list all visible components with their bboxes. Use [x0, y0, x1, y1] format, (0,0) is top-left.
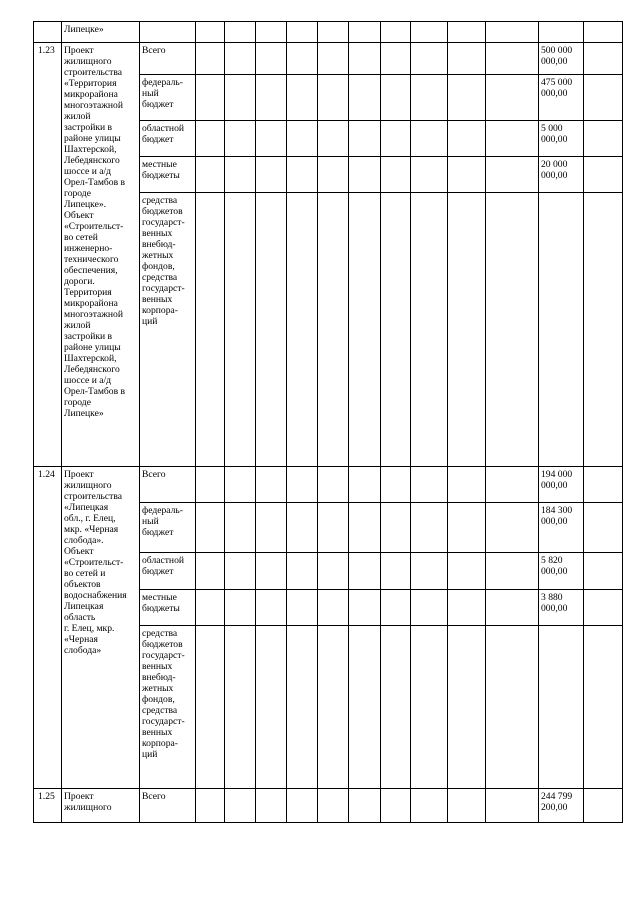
- project-cell: Проект жилищного: [62, 789, 140, 823]
- empty-cell: [349, 626, 381, 789]
- empty-cell: [318, 75, 349, 121]
- project-cell: Проект жилищного строительства «Липецкая обл., г. Елец, мкр. «Черная слобода». Объект «Строительст- во сетей и объектов водоснабжения Липецкая область г. Елец, мкр. «Черная слобода»: [62, 467, 140, 789]
- empty-cell: [486, 626, 539, 789]
- empty-cell: [318, 503, 349, 553]
- funding-source-cell: областной бюджет: [140, 121, 196, 157]
- empty-cell: [411, 75, 448, 121]
- empty-cell: [318, 789, 349, 823]
- empty-cell: [256, 467, 287, 503]
- empty-cell: [196, 43, 225, 75]
- empty-cell: [584, 43, 623, 75]
- empty-cell: [256, 43, 287, 75]
- empty-cell: [349, 75, 381, 121]
- empty-cell: [225, 121, 256, 157]
- empty-cell: [256, 553, 287, 590]
- empty-cell: [448, 626, 486, 789]
- table-row: [34, 22, 623, 43]
- funding-source-cell: средства бюджетов государст- венных внебюд- жетных фондов, средства государст- венных корпора- ций: [140, 626, 196, 789]
- empty-cell: [584, 467, 623, 503]
- empty-cell: [411, 789, 448, 823]
- empty-cell: [381, 553, 411, 590]
- empty-cell: [448, 503, 486, 553]
- funding-source-cell: местные бюджеты: [140, 157, 196, 193]
- empty-cell: [196, 553, 225, 590]
- empty-cell: [318, 626, 349, 789]
- empty-cell: [584, 626, 623, 789]
- empty-cell: [349, 157, 381, 193]
- project-cell: Проект жилищного строительства «Территория микрорайона многоэтажной жилой застройки в районе улицы Шахтерской, Лебедянского шоссе и а/д Орел-Тамбов в городе Липецке». Объект «Строительст- во сетей инженерно- технического обеспечения, дороги. Территория микрорайона многоэтажной жилой застройки в районе улицы Шахтерской, Лебедянского шоссе и а/д Орел-Тамбов в городе Липецке»: [62, 43, 140, 467]
- empty-cell: [381, 43, 411, 75]
- empty-cell: [196, 193, 225, 467]
- item-number-cell: 1.25: [34, 789, 62, 823]
- empty-cell: [411, 467, 448, 503]
- empty-cell: [448, 121, 486, 157]
- empty-cell: [486, 193, 539, 467]
- item-number-cell: 1.24: [34, 467, 62, 789]
- empty-cell: [318, 553, 349, 590]
- empty-cell: [486, 789, 539, 823]
- empty-cell: [196, 503, 225, 553]
- empty-cell: [225, 75, 256, 121]
- empty-cell: [225, 467, 256, 503]
- empty-cell: [318, 590, 349, 626]
- empty-cell: [381, 75, 411, 121]
- empty-cell: [486, 553, 539, 590]
- funding-source-cell: местные бюджеты: [140, 590, 196, 626]
- empty-cell: [349, 590, 381, 626]
- amount-cell: 475 000 000,00: [539, 75, 584, 121]
- empty-cell: [349, 503, 381, 553]
- empty-cell: [225, 553, 256, 590]
- empty-cell: [287, 121, 318, 157]
- empty-cell: [349, 789, 381, 823]
- empty-cell: [196, 157, 225, 193]
- empty-cell: [287, 467, 318, 503]
- empty-cell: [411, 193, 448, 467]
- amount-cell: [539, 626, 584, 789]
- empty-cell: [196, 789, 225, 823]
- empty-cell: [225, 43, 256, 75]
- empty-cell: [287, 193, 318, 467]
- empty-cell: [411, 590, 448, 626]
- funding-source-cell: средства бюджетов государст- венных внебюд- жетных фондов, средства государст- венных корпора- ций: [140, 193, 196, 467]
- empty-cell: [225, 590, 256, 626]
- table-wrapper: [33, 21, 623, 823]
- amount-cell: 500 000 000,00: [539, 43, 584, 75]
- project-cell: Липецке»: [62, 22, 140, 43]
- amount-cell: 244 799 200,00: [539, 789, 584, 823]
- empty-cell: [256, 626, 287, 789]
- empty-cell: [448, 467, 486, 503]
- table-row: [34, 467, 623, 503]
- empty-cell: [486, 590, 539, 626]
- funding-source-cell: областной бюджет: [140, 553, 196, 590]
- empty-cell: [318, 121, 349, 157]
- empty-cell: [196, 626, 225, 789]
- empty-cell: [448, 157, 486, 193]
- empty-cell: [381, 121, 411, 157]
- empty-cell: [287, 590, 318, 626]
- empty-cell: [287, 626, 318, 789]
- empty-cell: [448, 553, 486, 590]
- empty-cell: [584, 789, 623, 823]
- empty-cell: [225, 157, 256, 193]
- empty-cell: [584, 553, 623, 590]
- empty-cell: [486, 43, 539, 75]
- empty-cell: [381, 467, 411, 503]
- empty-cell: [486, 75, 539, 121]
- empty-cell: [225, 503, 256, 553]
- empty-cell: [256, 121, 287, 157]
- funding-source-cell: Всего: [140, 43, 196, 75]
- empty-cell: [256, 193, 287, 467]
- empty-cell: [349, 467, 381, 503]
- funding-table: [33, 21, 623, 823]
- empty-cell: [584, 193, 623, 467]
- empty-cell: [411, 121, 448, 157]
- empty-cell: [448, 43, 486, 75]
- funding-source-cell: Всего: [140, 467, 196, 503]
- empty-cell: [381, 503, 411, 553]
- empty-cell: [486, 121, 539, 157]
- empty-cell: [381, 590, 411, 626]
- empty-cell: [318, 157, 349, 193]
- empty-cell: [256, 157, 287, 193]
- empty-cell: [225, 789, 256, 823]
- empty-cell: [318, 193, 349, 467]
- amount-cell: 3 880 000,00: [539, 590, 584, 626]
- empty-cell: [486, 503, 539, 553]
- empty-cell: [448, 590, 486, 626]
- empty-cell: [584, 157, 623, 193]
- empty-cell: [349, 553, 381, 590]
- empty-cell: [411, 626, 448, 789]
- empty-cell: [256, 590, 287, 626]
- empty-cell: [584, 590, 623, 626]
- funding-source-cell: Всего: [140, 789, 196, 823]
- amount-cell: 20 000 000,00: [539, 157, 584, 193]
- empty-cell: [287, 553, 318, 590]
- empty-cell: [196, 467, 225, 503]
- funding-source-cell: федераль- ный бюджет: [140, 503, 196, 553]
- empty-cell: [584, 75, 623, 121]
- empty-cell: [411, 503, 448, 553]
- empty-cell: [196, 75, 225, 121]
- empty-cell: [584, 503, 623, 553]
- amount-cell: 194 000 000,00: [539, 467, 584, 503]
- empty-cell: [225, 626, 256, 789]
- empty-cell: [287, 43, 318, 75]
- empty-cell: [381, 626, 411, 789]
- empty-cell: [349, 121, 381, 157]
- empty-cell: [318, 467, 349, 503]
- empty-cell: [381, 157, 411, 193]
- item-number-cell: 1.23: [34, 43, 62, 467]
- amount-cell: 5 000 000,00: [539, 121, 584, 157]
- empty-cell: [287, 157, 318, 193]
- empty-cell: [411, 157, 448, 193]
- empty-cell: [287, 789, 318, 823]
- empty-cell: [381, 193, 411, 467]
- empty-cell: [448, 193, 486, 467]
- amount-cell: 184 300 000,00: [539, 503, 584, 553]
- funding-source-cell: федераль- ный бюджет: [140, 75, 196, 121]
- empty-cell: [225, 193, 256, 467]
- empty-cell: [411, 553, 448, 590]
- empty-cell: [486, 157, 539, 193]
- empty-cell: [256, 503, 287, 553]
- amount-cell: 5 820 000,00: [539, 553, 584, 590]
- empty-cell: [196, 121, 225, 157]
- empty-cell: [448, 789, 486, 823]
- empty-cell: [381, 789, 411, 823]
- empty-cell: [196, 590, 225, 626]
- table-row: [34, 43, 623, 75]
- empty-cell: [287, 503, 318, 553]
- amount-cell: [539, 193, 584, 467]
- table-body: [34, 22, 623, 823]
- table-row: [34, 789, 623, 823]
- empty-cell: [256, 789, 287, 823]
- empty-cell: [349, 43, 381, 75]
- empty-cell: [448, 75, 486, 121]
- empty-cell: [584, 121, 623, 157]
- empty-cell: [349, 193, 381, 467]
- item-number-cell: [34, 22, 62, 43]
- empty-cell: [486, 467, 539, 503]
- empty-cell: [287, 75, 318, 121]
- empty-cell: [256, 75, 287, 121]
- empty-cell: [411, 43, 448, 75]
- empty-cell: [318, 43, 349, 75]
